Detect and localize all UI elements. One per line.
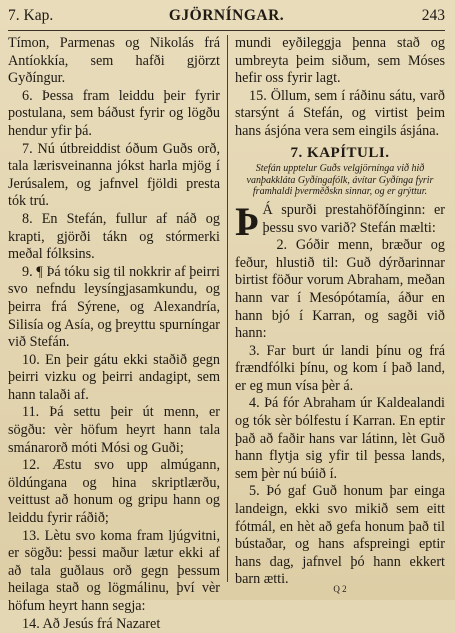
verse: 7. Nú útbreiddist óðum Guðs orð, tala lærisveinanna jókst harla mjög í Jerúsalem, og jafnvel fjöldi presta tók trú. [8,140,220,210]
verse: 13. Lètu svo koma fram ljúgvitni, er sögðu: þessi maður lætur ekki af að tala guðlaus orð gegn þessum heilaga stað og lögmálinu, því vèr höfum heyrt hann segja: [8,527,220,614]
drop-cap: Þ [235,198,260,244]
book-title: GJÖRNÍNGAR. [168,7,285,24]
verse: 2. Góðir menn, bræður og feður, hlustið til: Guð dýrðarinnar birtist föður vorum Abraham, meðan hann var í Mesópótamía, áður en hann bjó í Karran, og sagði við hann: [235,237,445,342]
verse: 12. Æstu svo upp almúgann, öldúngana og hina skriptlærðu, veittust að honum og gripu hann og leiddu fyrir ráðið; [8,457,220,527]
header-rule [8,30,445,31]
verse: 15. Öllum, sem í ráðinu sátu, varð starsýnt á Stefán, og virtist þeim hans ásjóna vera sem eingils ásjána. [235,87,445,139]
running-head [8,4,445,28]
verse: 11. Þá settu þeir út menn, er sögðu: vèr höfum heyrt hann tala smánarorð móti Mósi og Guði; [8,404,220,456]
column-divider [227,35,228,582]
opening-verse [235,198,445,244]
chapter-ref: 7. Kap. [8,7,54,24]
chapter-heading: 7. KAPÍTULI. [290,144,390,161]
verse: 9. ¶ Þá tóku sig til nokkrir af þeirri svo nefndu leysíngjasamkundu, og þeirra frá Sýrene, og Alexandría, Silisía og Asía, og þreyttu spurníngar við Stefán. [8,263,220,351]
verse: 10. En þeir gátu ekki staðið gegn þeirri vizku og þeirri andagipt, sem hann talaði af. [8,351,220,403]
verse: 14. Að Jesús frá Nazaret [22,615,161,632]
signature-mark: Q 2 [333,584,347,594]
chapter-summary: Stefán upptelur Guðs velgjörnínga við hið vanþakkláta Gyðíngafólk, ávítar Gyðínga fyrir framhaldi þverměðskn sinnar, og er grýttur. [246,163,434,198]
right-column [235,35,445,589]
verse: 3. Far burt úr landi þínu og frá frændfólki þínu, og kom í það land, er eg mun vísa þèr á. [235,342,445,394]
verse: mundi eyðileggja þenna stað og umbreyta þeim siðum, sem Móses hefir oss fyrir lagt. [235,35,445,87]
opening-verse-text: Á spurði prestahöfðínginn: er þessu svo varið? Stefán mælti: [262,201,445,236]
verse: Tímon, Parmenas og Nikolás frá Antíokkía, sem hafði gjörzt Gyðíngur. [8,35,220,87]
verse: 4. Þá fór Abraham úr Kaldealandi og tók sèr bólfestu í Karran. En eptir það að faðir hans var látinn, lèt Guð hann flytja sig yfir til þessa lands, sem þèr nú búið í. [235,395,445,482]
verse: 5. Þó gaf Guð honum þar einga landeign, ekki svo mikið sem eitt fótmál, en hèt að gefa honum það til bústaðar, og hans afspreingi eptir hans dag, jafnvel þó hann ekkert barn ætti. [235,483,445,588]
page-number: 243 [421,7,445,24]
verse: 6. Þessa fram leiddu þeir fyrir postulana, sem báðust fyrir og lögðu hendur yfir þá. [8,87,220,139]
left-column [8,35,220,633]
verse: 8. En Stefán, fullur af náð og krapti, gjörði tákn og stórmerki meðal fólksins. [8,210,220,263]
